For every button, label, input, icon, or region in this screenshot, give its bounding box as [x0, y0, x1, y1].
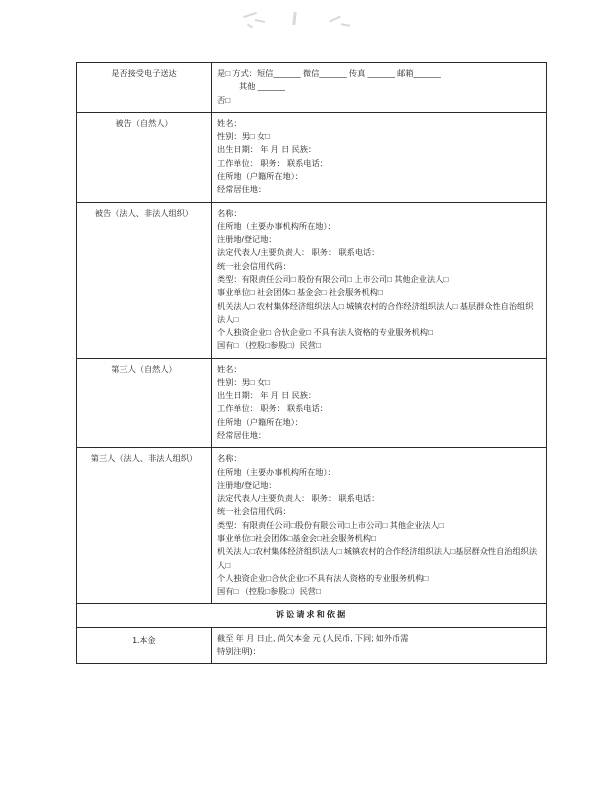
row-body-principal: [212, 627, 547, 664]
field-line[interactable]: 类型：有限责任公司□ 股份有限公司□ 上市公司□ 其他企业法人□: [217, 274, 449, 284]
field-line[interactable]: 名称：: [217, 208, 242, 218]
field-line[interactable]: 是□ 方式：短信______ 微信______ 传真 ______ 邮箱______: [217, 69, 441, 78]
row-label-defendant-natural: 被告（自然人）: [77, 112, 212, 202]
row-label-electronic-service: 是否接受电子送达: [77, 63, 212, 113]
table-row-section-heading: [77, 604, 547, 627]
row-label-principal: 1.本金: [77, 627, 212, 664]
field-line[interactable]: 统一社会信用代码：: [217, 507, 291, 517]
section-heading: 诉讼请求和依据: [77, 604, 547, 627]
field-line[interactable]: 姓名：: [217, 118, 242, 128]
field-line[interactable]: 经常居住地：: [217, 185, 267, 195]
scan-artifact: [247, 24, 253, 29]
table-row-electronic-service: [77, 63, 547, 113]
scan-artifact: [243, 12, 257, 18]
field-line[interactable]: 国有□ （控股□参股□）民营□: [217, 341, 321, 351]
field-line[interactable]: 事业单位□社会团体□基金会□社会服务机构□: [217, 534, 376, 543]
field-line[interactable]: 工作单位： 职务： 联系电话：: [217, 158, 328, 168]
field-line[interactable]: 类型：有限责任公司□股份有限公司□上市公司□ 其他企业法人□: [217, 520, 444, 530]
field-line[interactable]: 统一社会信用代码：: [217, 261, 291, 271]
row-body-electronic-service: [212, 63, 547, 113]
row-body-third-party-legal: [212, 448, 547, 604]
field-line[interactable]: 机关法人□农村集体经济组织法人□ 城镇农村的合作经济组织法人□基层群众性自治组织法人□: [217, 547, 538, 570]
scan-artifact: [292, 12, 297, 25]
field-line[interactable]: 住所地（户籍所在地）：: [217, 171, 303, 181]
field-line[interactable]: 经常居住地：: [217, 431, 267, 441]
row-label-third-party-legal: 第三人（法人、非法人组织）: [77, 448, 212, 604]
scan-artifact: [255, 19, 265, 23]
field-line[interactable]: 住所地（主要办事机构所在地）：: [217, 467, 336, 477]
table-row-principal: [77, 627, 547, 664]
litigation-form-table: [76, 62, 547, 664]
row-body-defendant-legal: [212, 202, 547, 358]
field-line[interactable]: 其他 ______: [239, 82, 285, 92]
field-line[interactable]: 否□: [217, 95, 231, 105]
field-line[interactable]: 性别：男□ 女□: [217, 377, 271, 387]
field-line[interactable]: 注册地/登记地：: [217, 480, 277, 490]
table-row-defendant-legal: [77, 202, 547, 358]
field-line[interactable]: 出生日期： 年 月 日 民族：: [217, 145, 317, 155]
field-line[interactable]: 法定代表人/主要负责人： 职务： 联系电话：: [217, 248, 380, 258]
table-row-third-party-natural: [77, 358, 547, 448]
row-body-third-party-natural: [212, 358, 547, 448]
field-line[interactable]: 住所地（主要办事机构所在地）：: [217, 221, 336, 231]
field-line[interactable]: 住所地（户籍所在地）：: [217, 417, 303, 427]
field-line[interactable]: 机关法人□ 农村集体经济组织法人□ 城镇农村的合作经济组织法人□ 基层群众性自治组织法人□: [217, 301, 534, 324]
scan-artifact: [341, 23, 350, 27]
field-line[interactable]: 事业单位□ 社会团体□ 基金会□ 社会服务机构□: [217, 288, 383, 298]
field-line[interactable]: 截至 年 月 日止, 尚欠本金 元 (人民币, 下同; 如外币需: [217, 633, 409, 643]
row-label-third-party-natural: 第三人（自然人）: [77, 358, 212, 448]
row-label-defendant-legal: 被告（法人、非法人组织）: [77, 202, 212, 358]
field-line[interactable]: 法定代表人/主要负责人： 职务： 联系电话：: [217, 494, 380, 504]
field-line[interactable]: 国有□ （控股□参股□）民营□: [217, 587, 321, 597]
field-line[interactable]: 工作单位： 职务： 联系电话：: [217, 404, 328, 414]
field-line[interactable]: 名称：: [217, 454, 242, 464]
row-body-defendant-natural: [212, 112, 547, 202]
table-row-third-party-legal: [77, 448, 547, 604]
field-line[interactable]: 性别：男□ 女□: [217, 132, 271, 142]
field-line[interactable]: 特别注明)：: [217, 646, 261, 656]
field-line[interactable]: 出生日期： 年 月 日 民族：: [217, 391, 317, 401]
table-row-defendant-natural: [77, 112, 547, 202]
field-line[interactable]: 个人独资企业□ 合伙企业□ 不具有法人资格的专业服务机构□: [217, 328, 433, 338]
field-line[interactable]: 注册地/登记地：: [217, 235, 277, 245]
field-line[interactable]: 个人独资企业□合伙企业□不具有法人资格的专业服务机构□: [217, 573, 429, 583]
scan-artifact: [329, 16, 341, 23]
field-line[interactable]: 姓名：: [217, 364, 242, 374]
